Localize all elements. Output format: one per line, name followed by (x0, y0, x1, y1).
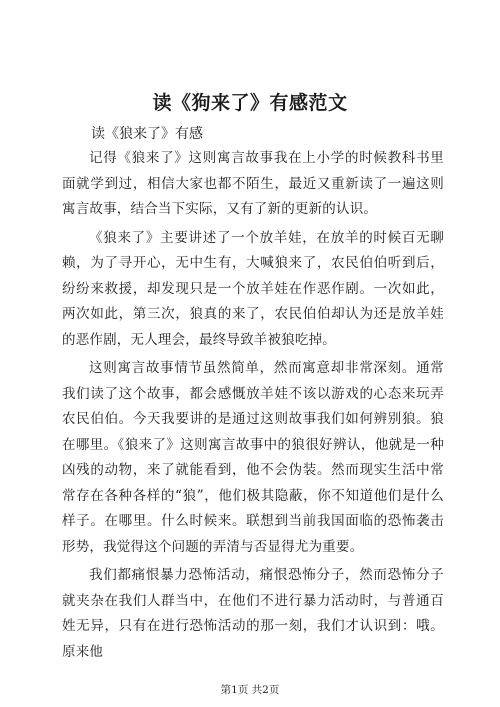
paragraph-1: 记得《狼来了》这则寓言故事我在上小学的时候教科书里面就学到过，相信大家也都不陌生，最近又重新读了一遍这则寓言故事，结合当下实际，又有了新的更新的认识。 (62, 150, 444, 217)
paragraph-3: 这则寓言故事情节虽然简单，然而寓意却非常深刻。通常我们读了这个故事，都会感慨放羊娃不该以游戏的心态来玩弄农民伯伯。今天我要讲的是通过这则故事我们如何辨别狼。狼在哪里。《狼来了》这则寓言故事中的狼很好辨认，他就是一种凶残的动物，来了就能看到，他不会伪装。然而现实生活中常常存在各种各样的“狼”，他们极其隐蔽，你不知道他们是什么样子。在哪里。什么时候来。联想到当前我国面临的恐怖袭击形势，我觉得这个问题的弄清与否显得尤为重要。 (62, 360, 444, 555)
paragraph-2: 《狼来了》主要讲述了一个放羊娃，在放羊的时候百无聊赖，为了寻开心，无中生有，大喊狼来了，农民伯伯听到后，纷纷来救援，却发现只是一个放羊娃在作恶作剧。一次如此，两次如此，第三次，狼真的来了，农民伯伯却认为还是放羊娃的恶作剧，无人理会，最终导致羊被狼吃掉。 (62, 229, 444, 348)
document-subtitle: 读《狼来了》有感 (91, 126, 203, 142)
document-body (62, 146, 444, 668)
page-footer: 第1页 共2页 (220, 684, 280, 696)
document-title: 读《狗来了》有感范文 (152, 92, 348, 114)
paragraph-4: 我们都痛恨暴力恐怖活动，痛恨恐怖分子，然而恐怖分子就夹杂在我们人群当中，在他们不进行暴力活动时，与普通百姓无异，只有在进行恐怖活动的那一刻，我们才认识到：哦。原来他 (62, 567, 444, 660)
